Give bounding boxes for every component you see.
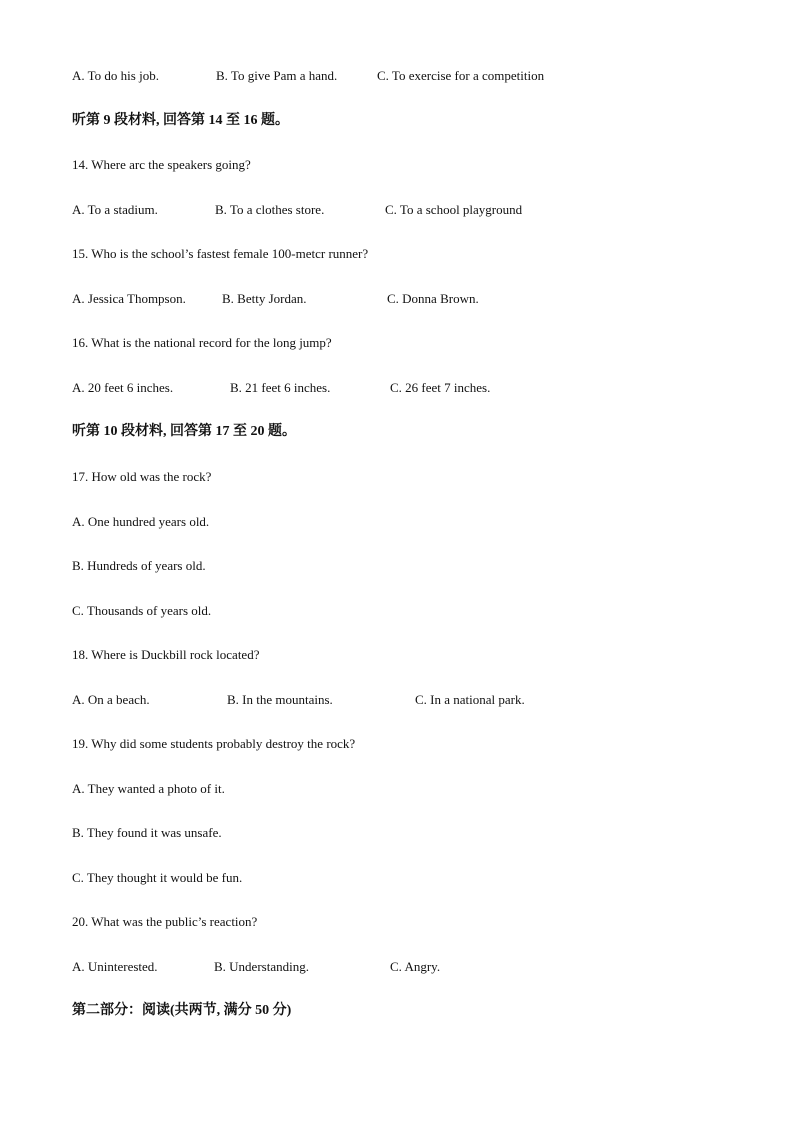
q18-option-b: B. In the mountains. — [227, 692, 333, 707]
q15-option-b: B. Betty Jordan. — [222, 291, 307, 306]
q19-option-a: A. They wanted a photo of it. — [72, 781, 225, 796]
q16-option-b: B. 21 feet 6 inches. — [230, 380, 331, 395]
q20-option-b: B. Understanding. — [214, 959, 309, 974]
q18-option-c: C. In a national park. — [415, 692, 525, 707]
q14-option-b: B. To a clothes store. — [215, 202, 325, 217]
question-16: 16. What is the national record for the long jump? — [72, 335, 332, 350]
q17-option-a: A. One hundred years old. — [72, 514, 210, 529]
q15-option-a: A. Jessica Thompson. — [72, 291, 186, 306]
q14-option-c: C. To a school playground — [385, 202, 523, 217]
q13-option-c: C. To exercise for a competition — [377, 68, 545, 83]
question-15: 15. Who is the school’s fastest female 100-metcr runner? — [72, 246, 369, 261]
question-14: 14. Where arc the speakers going? — [72, 157, 251, 172]
q14-option-a: A. To a stadium. — [72, 202, 158, 217]
q17-option-b: B. Hundreds of years old. — [72, 558, 206, 573]
part-2-heading: 第二部分：阅读(共两节, 满分 50 分) — [72, 1003, 292, 1018]
q13-option-b: B. To give Pam a hand. — [216, 68, 338, 83]
question-20: 20. What was the public’s reaction? — [72, 914, 258, 929]
q19-option-b: B. They found it was unsafe. — [72, 825, 222, 840]
q13-option-a: A. To do his job. — [72, 68, 159, 83]
q18-option-a: A. On a beach. — [72, 692, 150, 707]
section-9-heading: 听第 9 段材料, 回答第 14 至 16 题。 — [72, 113, 289, 128]
question-17: 17. How old was the rock? — [72, 469, 212, 484]
q20-option-a: A. Uninterested. — [72, 959, 158, 974]
question-19: 19. Why did some students probably destroy the rock? — [72, 736, 356, 751]
section-10-heading: 听第 10 段材料, 回答第 17 至 20 题。 — [72, 424, 296, 439]
question-18: 18. Where is Duckbill rock located? — [72, 647, 260, 662]
q19-option-c: C. They thought it would be fun. — [72, 870, 243, 885]
q20-option-c: C. Angry. — [390, 959, 441, 974]
q16-option-c: C. 26 feet 7 inches. — [390, 380, 491, 395]
q16-option-a: A. 20 feet 6 inches. — [72, 380, 174, 395]
q17-option-c: C. Thousands of years old. — [72, 603, 212, 618]
q15-option-c: C. Donna Brown. — [387, 291, 479, 306]
